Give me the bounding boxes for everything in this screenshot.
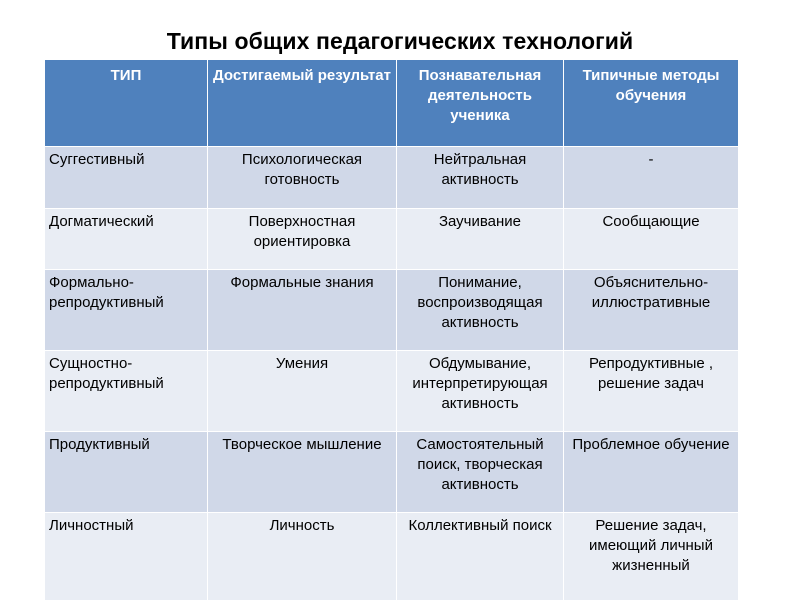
cell-cognitive-activity: Самостоятельный поиск, творческая активность — [397, 432, 564, 513]
cell-cognitive-activity: Коллективный поиск — [397, 513, 564, 600]
header-cognitive-activity: Познавательная деятельность ученика — [397, 60, 564, 147]
header-result: Достигаемый результат — [208, 60, 397, 147]
technology-types-table — [44, 59, 739, 600]
cell-type: Догматический — [45, 209, 208, 270]
cell-result: Психологическая готовность — [208, 147, 397, 209]
cell-result: Формальные знания — [208, 270, 397, 351]
cell-methods: Решение задач, имеющий личный жизненный — [564, 513, 739, 600]
table-header-row — [45, 60, 739, 147]
cell-methods: - — [564, 147, 739, 209]
cell-result: Личность — [208, 513, 397, 600]
cell-methods: Сообщающие — [564, 209, 739, 270]
cell-methods: Объяснительно-иллюстративные — [564, 270, 739, 351]
header-type: ТИП — [45, 60, 208, 147]
header-methods: Типичные методы обучения — [564, 60, 739, 147]
cell-methods: Репродуктивные , решение задач — [564, 351, 739, 432]
cell-result: Умения — [208, 351, 397, 432]
cell-result: Поверхностная ориентировка — [208, 209, 397, 270]
table-row — [45, 147, 739, 209]
cell-type: Формально-репродуктивный — [45, 270, 208, 351]
cell-type: Продуктивный — [45, 432, 208, 513]
cell-cognitive-activity: Нейтральная активность — [397, 147, 564, 209]
table-row — [45, 513, 739, 600]
cell-cognitive-activity: Заучивание — [397, 209, 564, 270]
cell-type: Суггестивный — [45, 147, 208, 209]
table-row — [45, 432, 739, 513]
cell-type: Сущностно-репродуктивный — [45, 351, 208, 432]
table-row — [45, 270, 739, 351]
slide-title: Типы общих педагогических технологий — [166, 28, 634, 54]
cell-cognitive-activity: Обдумывание, интерпретирующая активность — [397, 351, 564, 432]
cell-cognitive-activity: Понимание, воспроизводящая активность — [397, 270, 564, 351]
cell-result: Творческое мышление — [208, 432, 397, 513]
table-row — [45, 209, 739, 270]
cell-type: Личностный — [45, 513, 208, 600]
cell-methods: Проблемное обучение — [564, 432, 739, 513]
table-row — [45, 351, 739, 432]
